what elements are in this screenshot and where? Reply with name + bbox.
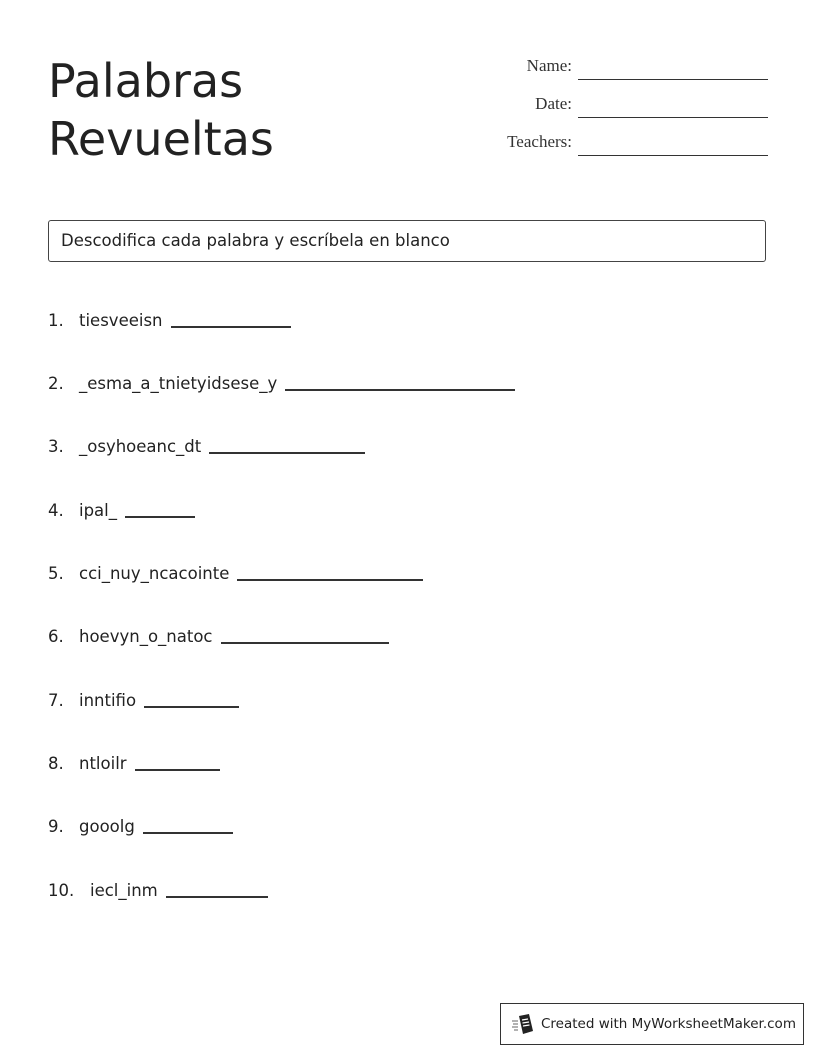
list-item xyxy=(48,363,515,393)
answer-blank[interactable] xyxy=(144,706,239,708)
name-field[interactable] xyxy=(490,50,770,80)
answer-blank[interactable] xyxy=(166,896,268,898)
worksheet-logo-icon xyxy=(511,1012,535,1036)
scrambled-word: _esma_a_tnietyidsese_y xyxy=(79,374,278,393)
item-number: 4. xyxy=(48,501,64,520)
answer-blank[interactable] xyxy=(285,389,515,391)
list-item xyxy=(48,616,389,646)
footer-text: Created with MyWorksheetMaker.com xyxy=(541,1016,796,1032)
title-line-2: Revueltas xyxy=(48,112,274,166)
answer-blank[interactable] xyxy=(143,832,233,834)
list-item xyxy=(48,870,268,900)
scrambled-word: ipal_ xyxy=(79,501,118,520)
scrambled-word: hoevyn_o_natoc xyxy=(79,627,213,646)
item-number: 8. xyxy=(48,754,64,773)
item-number: 2. xyxy=(48,374,64,393)
item-number: 6. xyxy=(48,627,64,646)
answer-blank[interactable] xyxy=(135,769,220,771)
title-line-1: Palabras xyxy=(48,54,244,108)
scrambled-word: ntloilr xyxy=(79,754,127,773)
date-label: Date: xyxy=(535,94,572,113)
list-item xyxy=(48,553,423,583)
item-number: 1. xyxy=(48,311,64,330)
list-item xyxy=(48,300,291,330)
date-blank-line[interactable] xyxy=(578,117,768,118)
scrambled-word: gooolg xyxy=(79,817,135,836)
list-item xyxy=(48,426,365,456)
answer-blank[interactable] xyxy=(171,326,291,328)
scrambled-word: iecl_inm xyxy=(90,881,158,900)
teachers-blank-line[interactable] xyxy=(578,155,768,156)
list-item xyxy=(48,490,195,520)
scrambled-word: cci_nuy_ncacointe xyxy=(79,564,230,583)
scrambled-word: tiesveeisn xyxy=(79,311,163,330)
answer-blank[interactable] xyxy=(221,642,389,644)
answer-blank[interactable] xyxy=(209,452,365,454)
item-number: 5. xyxy=(48,564,64,583)
teachers-label: Teachers: xyxy=(507,132,572,151)
answer-blank[interactable] xyxy=(237,579,423,581)
list-item xyxy=(48,806,233,836)
teachers-field[interactable] xyxy=(490,126,770,156)
instructions-box: Descodifica cada palabra y escríbela en blanco xyxy=(48,220,766,262)
answer-blank[interactable] xyxy=(125,516,195,518)
item-number: 3. xyxy=(48,437,64,456)
list-item xyxy=(48,743,220,773)
item-number: 10. xyxy=(48,881,75,900)
scrambled-word: inntifio xyxy=(79,691,137,710)
name-label: Name: xyxy=(526,56,572,75)
item-number: 9. xyxy=(48,817,64,836)
item-number: 7. xyxy=(48,691,64,710)
name-blank-line[interactable] xyxy=(578,79,768,80)
list-item xyxy=(48,680,239,710)
date-field[interactable] xyxy=(490,88,770,118)
footer-badge[interactable] xyxy=(500,1003,804,1045)
page-title xyxy=(48,52,274,168)
scrambled-word: _osyhoeanc_dt xyxy=(79,437,202,456)
